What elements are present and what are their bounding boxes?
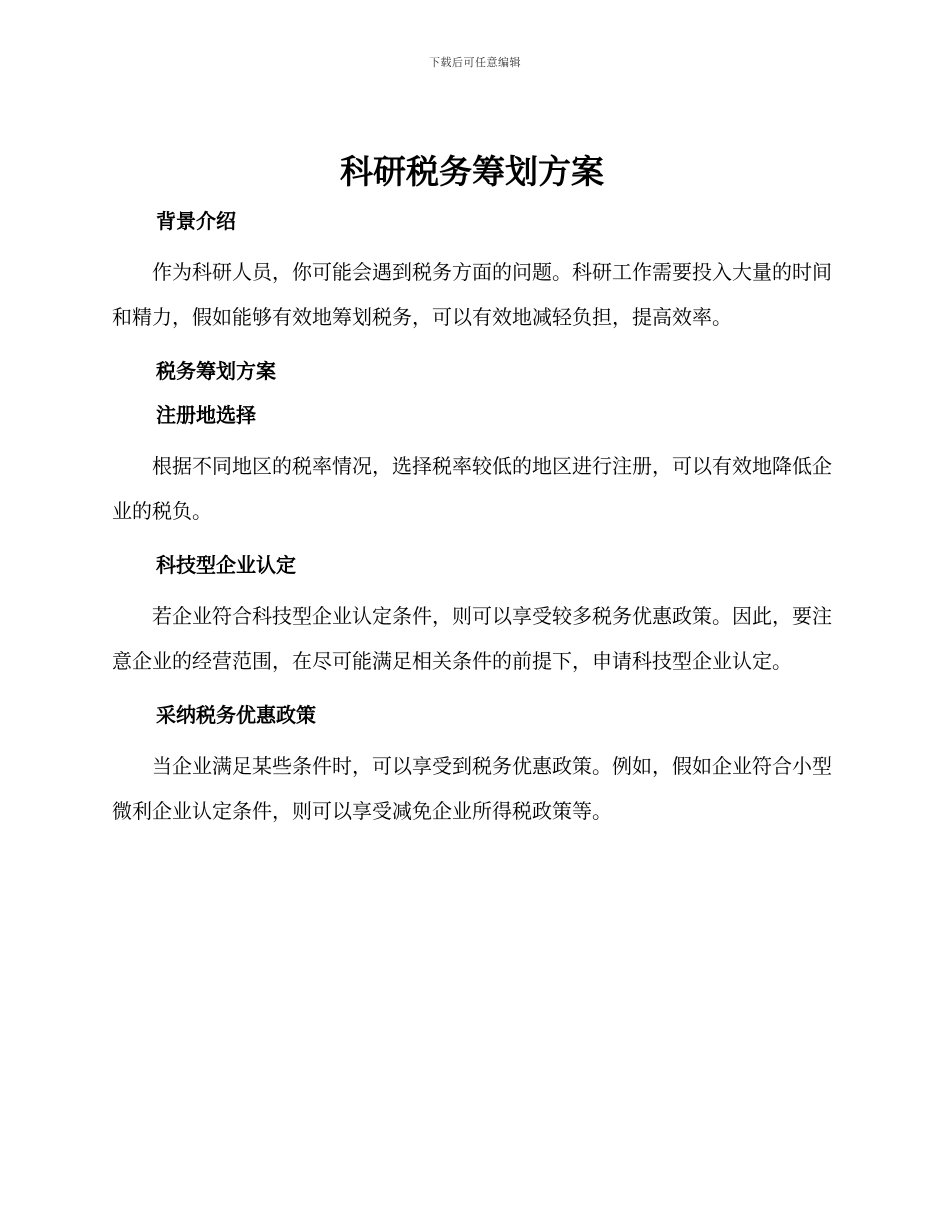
section-heading-registration: 注册地选择: [156, 403, 256, 427]
section-heading-preferential-policy: 采纳税务优惠政策: [156, 703, 316, 727]
paragraph-tech-enterprise: 若企业符合科技型企业认定条件，则可以享受较多税务优惠政策。因此，要注意企业的经营范围，在尽可能满足相关条件的前提下，申请科技型企业认定。: [112, 604, 832, 673]
section-heading-background: 背景介绍: [156, 209, 236, 233]
paragraph-background: 作为科研人员，你可能会遇到税务方面的问题。科研工作需要投入大量的时间和精力，假如能够有效地筹划税务，可以有效地减轻负担，提高效率。: [112, 260, 832, 329]
document-body: [112, 148, 832, 850]
section-heading-tech-enterprise: 科技型企业认定: [156, 553, 296, 577]
paragraph-registration: 根据不同地区的税率情况，选择税率较低的地区进行注册，可以有效地降低企业的税负。: [112, 454, 832, 523]
document-title: 科研税务筹划方案: [340, 152, 604, 191]
header-note: 下载后可任意编辑: [429, 56, 521, 69]
section-heading-tax-plan: 税务筹划方案: [156, 359, 276, 383]
paragraph-preferential-policy: 当企业满足某些条件时，可以享受到税务优惠政策。例如，假如企业符合小型微利企业认定条件，则可以享受减免企业所得税政策等。: [112, 754, 832, 823]
